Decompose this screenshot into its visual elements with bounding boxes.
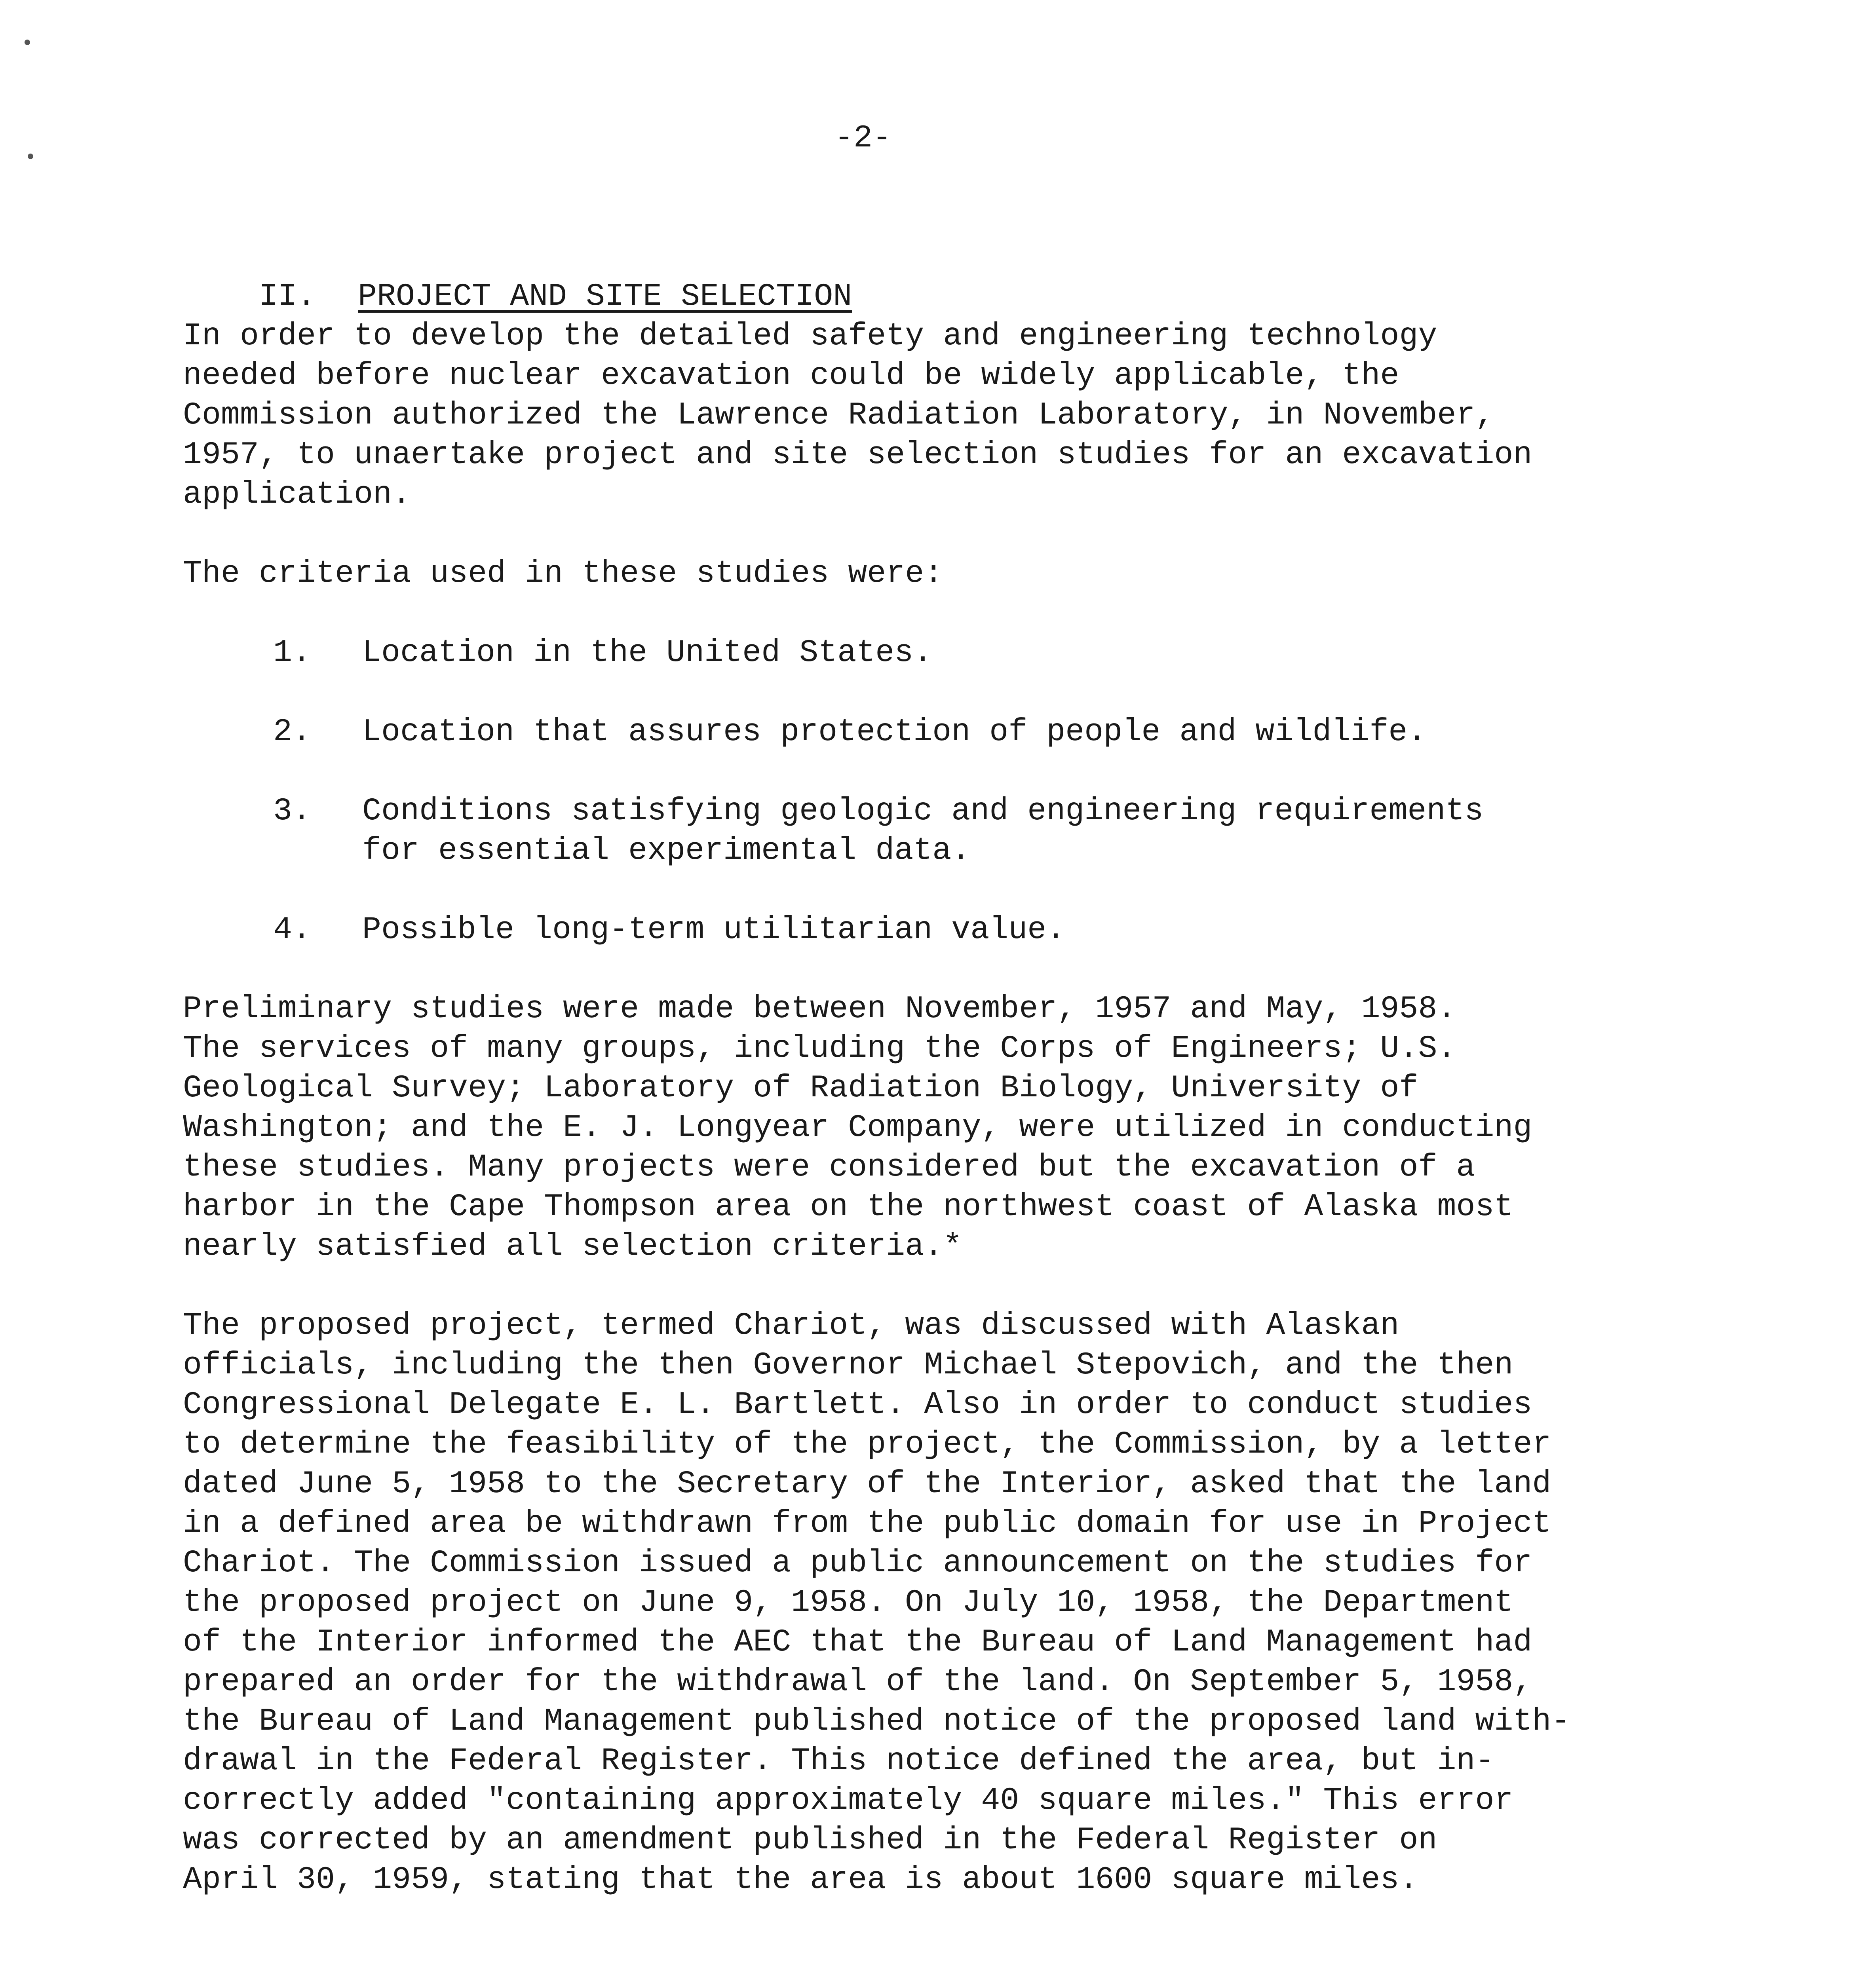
project-chariot-paragraph: The proposed project, termed Chariot, was discussed with Alaskan officials, including the then Governor Michael Stepovich, and the then Congressional Delegate E. L. Bartlett. Also in order to conduct studies to determine the feasibility of the project, the Commission, by a letter dated June 5, 1958 to the Secretary of the Interior, asked that the land in a defined area be withdrawn from the public domain for use in Project Chariot. The Commission issued a public announcement on the studies for the proposed project on June 9, 1958. On July 10, 1958, the Department of the Interior informed the AEC that the Bureau of Land Management had prepared an order for the withdrawal of the land. On September 5, 1958, the Bureau of Land Management published notice of the proposed land with- drawal in the Federal Register. This notice defined the area, but in- correctly added "containing approximately 40 square miles." This error was corrected by an amendment published in the Federal Register on April 30, 1959, stating that the area is about 1600 square miles. bbox=[183, 1308, 1570, 1898]
list-item-text: Location in the United States. bbox=[362, 635, 933, 671]
section-number: II. bbox=[259, 279, 316, 315]
criteria-list-item bbox=[273, 633, 1619, 673]
section-title: PROJECT AND SITE SELECTION bbox=[358, 279, 852, 315]
criteria-list-item bbox=[273, 910, 1619, 950]
page-number: -2- bbox=[834, 120, 892, 156]
criteria-list-item bbox=[273, 712, 1619, 752]
scan-speck bbox=[28, 154, 33, 159]
list-item-text: Possible long-term utilitarian value. bbox=[362, 912, 1066, 948]
list-marker: 2. bbox=[273, 714, 312, 750]
criteria-lead-paragraph: The criteria used in these studies were: bbox=[183, 556, 943, 592]
list-item-text: Location that assures protection of people and wildlife. bbox=[362, 714, 1427, 750]
scan-speck bbox=[25, 40, 30, 45]
list-marker: 3. bbox=[273, 793, 312, 829]
intro-paragraph: In order to develop the detailed safety and engineering technology needed before nuclear excavation could be widely applicable, the Commission authorized the Lawrence Radiation Laboratory, in November, 1957, to unaertake project and site selection studies for an excavation application. bbox=[183, 318, 1532, 513]
criteria-list-item bbox=[273, 792, 1619, 871]
list-item-text: Conditions satisfying geologic and engineering requirements for essential experimental data. bbox=[362, 793, 1484, 869]
list-marker: 1. bbox=[273, 635, 312, 671]
list-marker: 4. bbox=[273, 912, 312, 948]
preliminary-studies-paragraph: Preliminary studies were made between November, 1957 and May, 1958. The services of many groups, including the Corps of Engineers; U.S. Geological Survey; Laboratory of Radiation Biology, University of Washington; and the E. J. Longyear Company, were utilized in conducting these studies. Many projects were considered but the excavation of a harbor in the Cape Thompson area on the northwest coast of Alaska most nearly satisfied all selection criteria.* bbox=[183, 991, 1532, 1265]
